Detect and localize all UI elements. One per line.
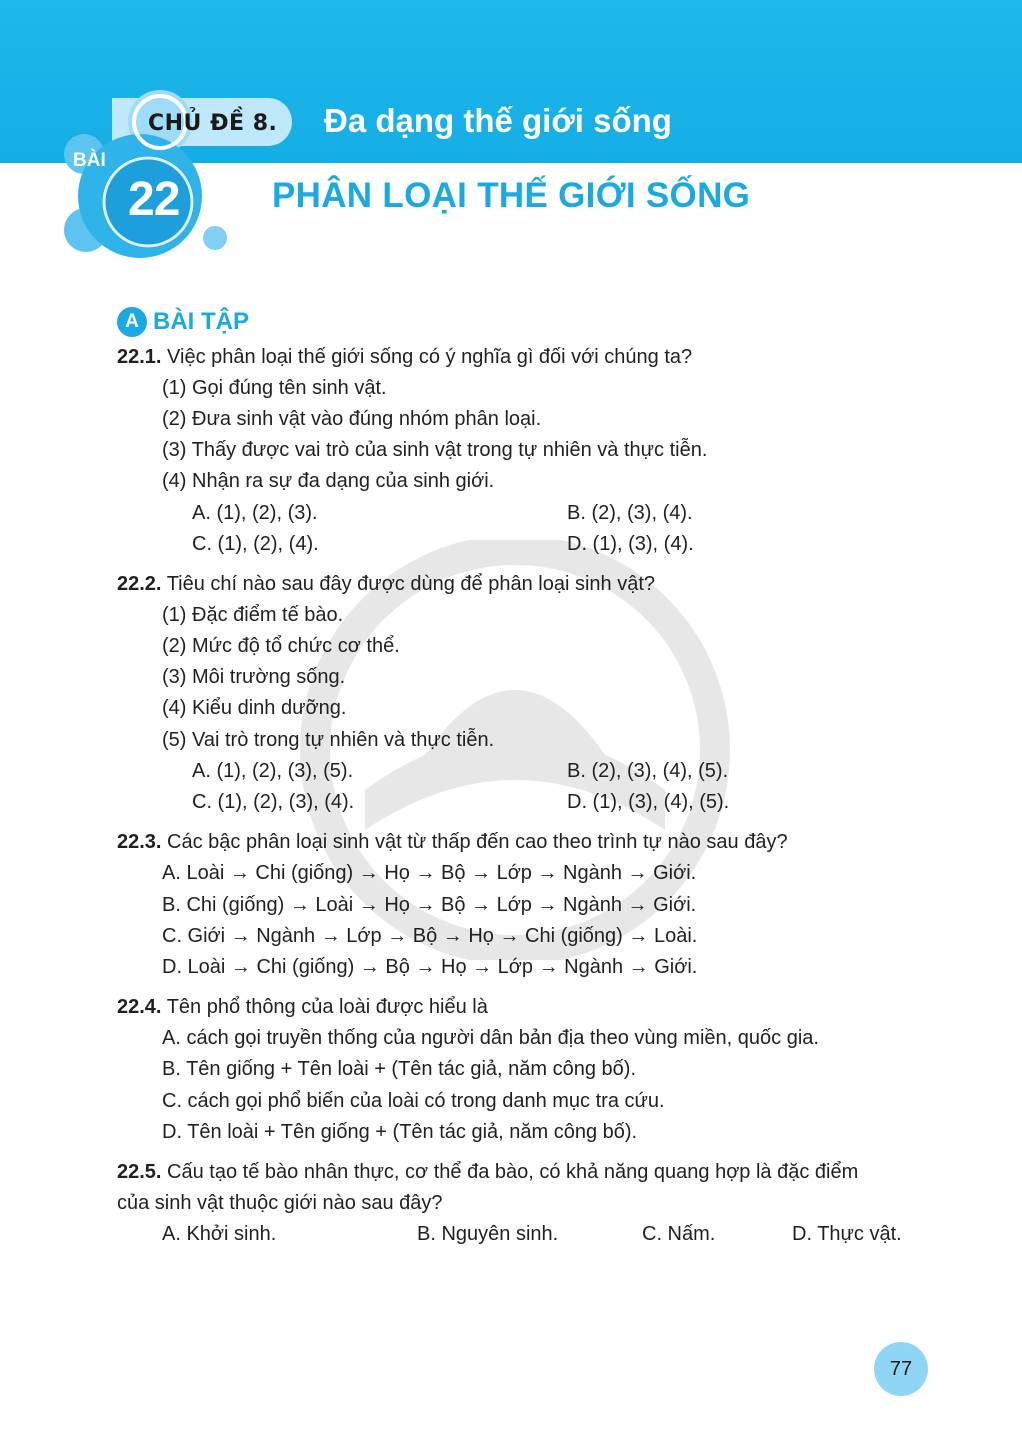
answer-option: D. (1), (3), (4), (5). <box>567 791 730 813</box>
answer-option: A. Khởi sinh. <box>162 1223 277 1245</box>
answer-option: B. Chi (giống) → Loài → Họ → Bộ → Lớp → Ngành → Giới. <box>162 894 697 916</box>
answer-option: A. Loài → Chi (giống) → Họ → Bộ → Lớp → Ngành → Giới. <box>162 862 697 884</box>
topic-title: Đa dạng thế giới sống <box>324 102 672 139</box>
answer-option: B. Tên giống + Tên loài + (Tên tác giả, năm công bố). <box>162 1058 636 1080</box>
question-number: 22.2. <box>117 573 162 595</box>
answer-option: C. Nấm. <box>642 1223 716 1245</box>
statement-item: (2) Mức độ tổ chức cơ thể. <box>162 635 400 657</box>
answer-option: D. Tên loài + Tên giống + (Tên tác giả, năm công bố). <box>162 1121 638 1143</box>
statement-item: (2) Đưa sinh vật vào đúng nhóm phân loại. <box>162 408 542 430</box>
statement-item: (1) Gọi đúng tên sinh vật. <box>162 377 387 399</box>
answer-option: B. Nguyên sinh. <box>417 1223 559 1245</box>
question-text: Việc phân loại thế giới sống có ý nghĩa gì đối với chúng ta? <box>167 346 693 368</box>
question-text: Tiêu chí nào sau đây được dùng để phân loại sinh vật? <box>166 573 655 595</box>
page-number: 77 <box>874 1342 928 1396</box>
answer-option: B. (2), (3), (4). <box>567 502 693 524</box>
answer-option: A. cách gọi truyền thống của người dân bản địa theo vùng miền, quốc gia. <box>162 1027 819 1049</box>
statement-item: (4) Kiểu dinh dưỡng. <box>162 697 347 719</box>
statement-item: (3) Môi trường sống. <box>162 666 346 688</box>
question-22-2 <box>117 571 655 597</box>
section-badge: A <box>117 307 147 337</box>
lesson-label: BÀI <box>73 150 106 171</box>
question-text-continued: của sinh vật thuộc giới nào sau đây? <box>117 1192 443 1214</box>
statement-item: (1) Đặc điểm tế bào. <box>162 604 344 626</box>
question-number: 22.4. <box>117 996 162 1018</box>
question-text: Cấu tạo tế bào nhân thực, cơ thể đa bào, có khả năng quang hợp là đặc điểm <box>167 1161 859 1183</box>
section-title: BÀI TẬP <box>153 308 249 335</box>
question-number: 22.3. <box>117 831 162 853</box>
lesson-title: PHÂN LOẠI THẾ GIỚI SỐNG <box>272 176 751 215</box>
statement-item: (5) Vai trò trong tự nhiên và thực tiễn. <box>162 729 495 751</box>
question-22-1 <box>117 344 692 370</box>
question-22-5 <box>117 1159 858 1185</box>
question-22-3 <box>117 829 788 855</box>
lesson-number: 22 <box>128 173 180 226</box>
question-text: Các bậc phân loại sinh vật từ thấp đến cao theo trình tự nào sau đây? <box>167 831 788 853</box>
question-number: 22.5. <box>117 1161 162 1183</box>
answer-option: C. (1), (2), (4). <box>192 533 319 555</box>
answer-option: C. (1), (2), (3), (4). <box>192 791 355 813</box>
topic-label: CHỦ ĐỀ 8. <box>148 111 278 136</box>
question-22-4 <box>117 994 488 1020</box>
answer-option: B. (2), (3), (4), (5). <box>567 760 729 782</box>
answer-option: A. (1), (2), (3). <box>192 502 318 524</box>
answer-option: D. (1), (3), (4). <box>567 533 694 555</box>
answer-option: D. Thực vật. <box>792 1223 902 1245</box>
question-number: 22.1. <box>117 346 162 368</box>
statement-item: (3) Thấy được vai trò của sinh vật trong tự nhiên và thực tiễn. <box>162 439 708 461</box>
question-text: Tên phổ thông của loài được hiểu là <box>166 996 488 1018</box>
answer-option: A. (1), (2), (3), (5). <box>192 760 354 782</box>
answer-option: C. Giới → Ngành → Lớp → Bộ → Họ → Chi (giống) → Loài. <box>162 925 698 947</box>
statement-item: (4) Nhận ra sự đa dạng của sinh giới. <box>162 470 495 492</box>
answer-option: C. cách gọi phổ biến của loài có trong danh mục tra cứu. <box>162 1090 665 1112</box>
answer-option: D. Loài → Chi (giống) → Bộ → Họ → Lớp → Ngành → Giới. <box>162 956 698 978</box>
